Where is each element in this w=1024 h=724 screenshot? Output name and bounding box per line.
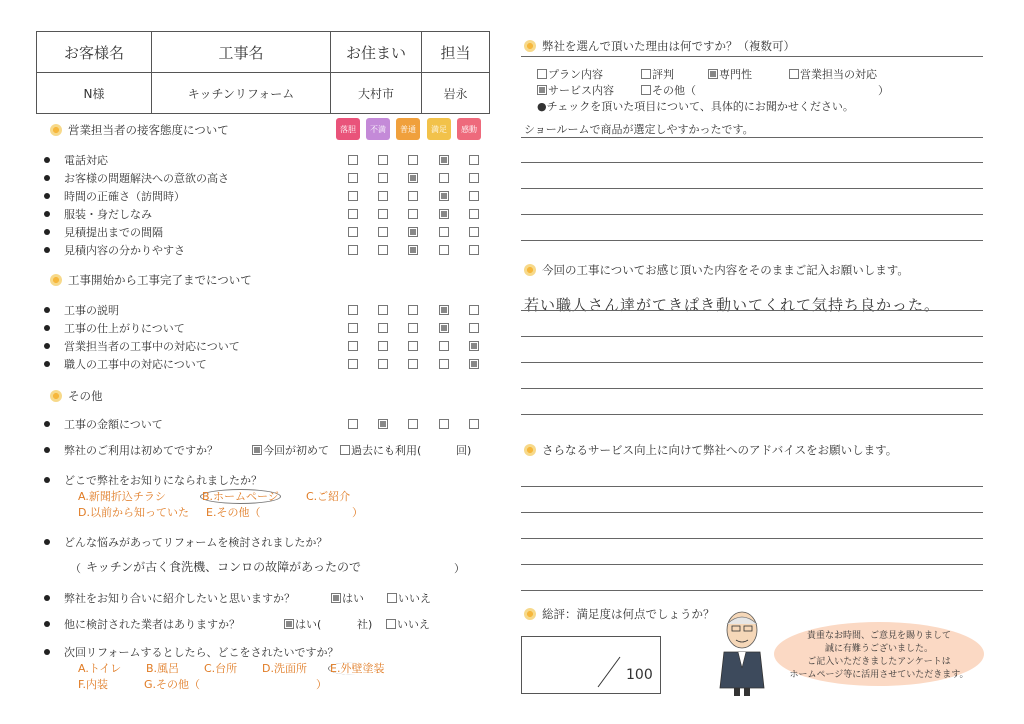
rating-checkbox[interactable] xyxy=(469,419,479,429)
section1-title: 営業担当者の接客態度について xyxy=(68,123,229,137)
rating-checkbox[interactable] xyxy=(348,305,358,315)
rating-checkbox[interactable] xyxy=(439,305,449,315)
rating-row-label: 工事の仕上がりについて xyxy=(64,322,185,335)
thanks-line-3: ご記入いただきましたアンケートは xyxy=(807,657,951,667)
flower-icon xyxy=(524,40,536,52)
bullet-icon xyxy=(44,621,50,627)
flower-icon xyxy=(524,444,536,456)
score-slash xyxy=(522,637,660,693)
section2-heading xyxy=(50,272,252,288)
flower-icon xyxy=(524,264,536,276)
writing-line xyxy=(521,240,983,241)
rating-checkbox[interactable] xyxy=(378,305,388,315)
rating-row xyxy=(44,188,185,204)
bullet-icon xyxy=(44,361,50,367)
rating-checkbox[interactable] xyxy=(408,419,418,429)
writing-line xyxy=(521,512,983,513)
header-customer-label: お客様名 xyxy=(37,32,152,73)
staff-name: 岩永 xyxy=(422,73,490,114)
rating-checkbox[interactable] xyxy=(469,245,479,255)
writing-line xyxy=(521,538,983,539)
rating-checkbox[interactable] xyxy=(348,209,358,219)
right-q1-heading xyxy=(524,38,795,54)
q-first-row xyxy=(44,442,218,458)
q-intro-yes: はい xyxy=(342,592,364,605)
writing-line xyxy=(521,486,983,487)
rating-checkbox[interactable] xyxy=(469,173,479,183)
rating-checkbox[interactable] xyxy=(439,341,449,351)
q-next-label: 次回リフォームするとしたら、どこをされたいですか？ xyxy=(64,646,339,659)
writing-line xyxy=(521,310,983,311)
q-intro-row xyxy=(44,590,295,606)
rating-checkbox[interactable] xyxy=(378,191,388,201)
rating-checkbox[interactable] xyxy=(469,209,479,219)
rating-badge-1: 落胆 xyxy=(336,118,360,140)
rating-checkbox[interactable] xyxy=(408,341,418,351)
right-q4-heading xyxy=(524,606,715,622)
bullet-icon xyxy=(44,229,50,235)
bullet-icon xyxy=(44,649,50,655)
bullet-icon xyxy=(44,539,50,545)
q-first-opt2-end: 回) xyxy=(456,444,472,457)
rating-checkbox[interactable] xyxy=(408,155,418,165)
bullet-icon xyxy=(44,477,50,483)
q-know-opt-c[interactable]: C.ご紹介 xyxy=(306,490,351,503)
q-worry-close: ） xyxy=(454,562,465,575)
bullet-icon xyxy=(44,595,50,601)
rating-checkbox[interactable] xyxy=(439,173,449,183)
rating-checkbox[interactable] xyxy=(348,341,358,351)
rating-checkbox[interactable] xyxy=(469,155,479,165)
section3-title: その他 xyxy=(68,389,103,403)
q1-option-label: 評判 xyxy=(652,68,674,81)
q-know-opt-b-label: B.ホームページ xyxy=(202,490,279,503)
q-know-label: どこで弊社をお知りになられましたか？ xyxy=(64,474,262,487)
q1-note: ●チェックを頂いた項目について、具体的にお聞かせください。 xyxy=(537,100,854,113)
rating-checkbox[interactable] xyxy=(469,323,479,333)
flower-icon xyxy=(50,274,62,286)
rating-row xyxy=(44,224,163,240)
rating-row-label: 工事の説明 xyxy=(64,304,119,317)
bullet-icon xyxy=(44,193,50,199)
rating-checkbox[interactable] xyxy=(378,359,388,369)
q-other-yes-check[interactable] xyxy=(284,619,294,629)
q-next-opt-f[interactable]: F.内装 xyxy=(78,678,109,691)
rating-checkbox[interactable] xyxy=(378,155,388,165)
rating-checkbox[interactable] xyxy=(408,209,418,219)
rating-checkbox[interactable] xyxy=(469,341,479,351)
bullet-icon xyxy=(44,325,50,331)
rating-checkbox[interactable] xyxy=(469,359,479,369)
rating-checkbox[interactable] xyxy=(378,323,388,333)
rating-checkbox[interactable] xyxy=(408,359,418,369)
right-q3-title: さらなるサービス向上に向けて弊社へのアドバイスをお願いします。 xyxy=(542,443,898,457)
rating-checkbox[interactable] xyxy=(469,305,479,315)
rating-checkbox[interactable] xyxy=(439,323,449,333)
right-q3-heading xyxy=(524,442,897,458)
q1-checkbox[interactable] xyxy=(708,69,718,79)
rating-badge-4: 満足 xyxy=(427,118,451,140)
writing-line xyxy=(521,188,983,189)
q-worry-open: （ xyxy=(70,562,81,575)
q-intro-no: いいえ xyxy=(398,592,431,605)
q-know-opt-b[interactable] xyxy=(200,488,281,504)
rating-row xyxy=(44,302,119,318)
q1-option-label: 営業担当の対応 xyxy=(800,68,877,81)
right-q2-heading xyxy=(524,262,909,278)
q-intro-no-check[interactable] xyxy=(387,593,397,603)
q-next-opt-a[interactable]: A.トイレ xyxy=(78,662,122,675)
rating-badge-5: 感動 xyxy=(457,118,481,140)
q2-answer: 若い職人さん達がてきぱき動いてくれて気持ち良かった。 xyxy=(524,296,941,314)
q-next-opt-d[interactable]: D.洗面所 xyxy=(262,662,307,675)
rating-row-label: 見積提出までの間隔 xyxy=(64,226,163,239)
q-worry-label: どんな悩みがあってリフォームを検討されましたか？ xyxy=(64,536,328,549)
q1-option-label: その他（ xyxy=(652,84,696,97)
customer-name: N様 xyxy=(37,73,152,114)
header-work-label: 工事名 xyxy=(152,32,331,73)
rating-checkbox[interactable] xyxy=(408,227,418,237)
thanks-line-2: 誠に有難うございました。 xyxy=(824,644,933,654)
rating-checkbox[interactable] xyxy=(439,155,449,165)
rating-checkbox[interactable] xyxy=(439,419,449,429)
q-next-opt-c[interactable]: C.台所 xyxy=(204,662,238,675)
rating-row-label: 見積内容の分かりやすさ xyxy=(64,244,185,257)
writing-line xyxy=(521,336,983,337)
score-max: 100 xyxy=(626,667,653,683)
writing-line xyxy=(521,590,983,591)
q-other-row xyxy=(44,616,240,632)
rating-row-label: 服装・身だしなみ xyxy=(64,208,152,221)
bullet-icon xyxy=(44,447,50,453)
q-know-opt-a[interactable]: A.新聞折込チラシ xyxy=(78,490,166,503)
rating-checkbox[interactable] xyxy=(378,209,388,219)
rating-checkbox[interactable] xyxy=(348,191,358,201)
rating-row-label: 職人の工事中の対応について xyxy=(64,358,207,371)
rating-checkbox[interactable] xyxy=(408,245,418,255)
bullet-icon xyxy=(44,343,50,349)
rating-checkbox[interactable] xyxy=(469,191,479,201)
q1-option-label: プラン内容 xyxy=(548,68,603,81)
writing-line xyxy=(521,388,983,389)
bullet-icon xyxy=(44,247,50,253)
rating-checkbox[interactable] xyxy=(348,419,358,429)
rating-checkbox[interactable] xyxy=(348,323,358,333)
writing-line xyxy=(521,362,983,363)
rating-checkbox[interactable] xyxy=(408,173,418,183)
score-box[interactable] xyxy=(521,636,661,694)
q-next-row xyxy=(44,644,338,660)
right-q2-title: 今回の工事についてお感じ頂いた内容をそのままご記入お願いします。 xyxy=(542,263,909,277)
rating-badge-2: 不満 xyxy=(366,118,390,140)
section1-heading xyxy=(50,122,229,138)
q1-checkbox[interactable] xyxy=(537,85,547,95)
flower-icon xyxy=(50,390,62,402)
writing-line xyxy=(521,414,983,415)
q-worry-answer: キッチンが古く食洗機、コンロの故障があったので xyxy=(86,560,362,574)
right-q1-title: 弊社を選んで頂いた理由は何ですか？（複数可） xyxy=(542,39,795,53)
rating-row xyxy=(44,356,207,372)
q-intro-label: 弊社をお知り合いに紹介したいと思いますか？ xyxy=(64,592,295,605)
q-first-opt1: 今回が初めて xyxy=(263,444,329,457)
q-know-opt-d[interactable]: D.以前から知っていた xyxy=(78,506,189,519)
section2-title: 工事開始から工事完了までについて xyxy=(68,273,252,287)
rating-checkbox[interactable] xyxy=(348,227,358,237)
rating-row xyxy=(44,320,185,336)
rating-badge-3: 普通 xyxy=(396,118,420,140)
q1-option-label: 専門性 xyxy=(719,68,752,81)
bullet-icon xyxy=(44,175,50,181)
rating-checkbox[interactable] xyxy=(469,227,479,237)
q-other-no-check[interactable] xyxy=(386,619,396,629)
q1-option-label: サービス内容 xyxy=(548,84,614,97)
bullet-icon xyxy=(44,421,50,427)
q-worry-row xyxy=(44,534,327,550)
header-staff-label: 担当 xyxy=(422,32,490,73)
flower-icon xyxy=(50,124,62,136)
q1-checkbox[interactable] xyxy=(641,69,651,79)
q-other-label: 他に検討された業者はありますか？ xyxy=(64,618,240,631)
q-other-yes: はい( xyxy=(295,618,322,631)
q-know-opt-e-close: ） xyxy=(352,506,363,519)
writing-line xyxy=(521,214,983,215)
rating-checkbox[interactable] xyxy=(378,227,388,237)
right-q4-title: 総評：満足度は何点でしょうか？ xyxy=(542,607,715,621)
q-next-opt-g[interactable]: G.その他（ xyxy=(144,678,201,691)
area-name: 大村市 xyxy=(331,73,422,114)
staff-character-icon xyxy=(712,608,772,698)
writing-line xyxy=(521,162,983,163)
q-next-opt-e-label: E.外壁塗装 xyxy=(330,662,385,675)
rating-row-label: 電話対応 xyxy=(64,154,108,167)
rating-checkbox[interactable] xyxy=(408,305,418,315)
rating-checkbox[interactable] xyxy=(439,359,449,369)
q-other-mid: 社) xyxy=(357,618,373,631)
flower-icon xyxy=(524,608,536,620)
rating-row xyxy=(44,416,163,432)
header-table xyxy=(36,31,490,114)
q-first-label: 弊社のご利用は初めてですか？ xyxy=(64,444,218,457)
q-intro-yes-check[interactable] xyxy=(331,593,341,603)
rating-checkbox[interactable] xyxy=(408,323,418,333)
q-know-opt-e[interactable]: E.その他（ xyxy=(206,506,261,519)
rating-row xyxy=(44,170,229,186)
bullet-icon xyxy=(44,211,50,217)
header-area-label: お住まい xyxy=(331,32,422,73)
rating-checkbox[interactable] xyxy=(439,209,449,219)
rating-row xyxy=(44,152,108,168)
rating-row xyxy=(44,242,185,258)
rating-checkbox[interactable] xyxy=(439,245,449,255)
rating-checkbox[interactable] xyxy=(439,191,449,201)
q1-checkbox[interactable] xyxy=(537,69,547,79)
rating-checkbox[interactable] xyxy=(378,419,388,429)
q1-other-close: ） xyxy=(878,84,889,97)
rating-row-label: 工事の金額について xyxy=(64,418,163,431)
thanks-line-4: ホームページ等に活用させていただきます。 xyxy=(789,670,969,680)
rating-checkbox[interactable] xyxy=(348,245,358,255)
rating-checkbox[interactable] xyxy=(378,173,388,183)
thanks-text xyxy=(774,630,984,682)
writing-line xyxy=(521,564,983,565)
q1-answer: ショールームで商品が選定しやすかったです。 xyxy=(524,123,754,136)
q-next-opt-e[interactable] xyxy=(328,660,384,676)
rating-row xyxy=(44,338,240,354)
rating-checkbox[interactable] xyxy=(348,359,358,369)
rating-row xyxy=(44,206,152,222)
q-first-check-2[interactable] xyxy=(340,445,350,455)
q-first-check-1[interactable] xyxy=(252,445,262,455)
work-name: キッチンリフォーム xyxy=(152,73,331,114)
rating-row-label: 営業担当者の工事中の対応について xyxy=(64,340,240,353)
q-next-opt-g-close: ） xyxy=(316,678,327,691)
q-next-opt-b[interactable]: B.風呂 xyxy=(146,662,180,675)
rating-checkbox[interactable] xyxy=(378,341,388,351)
writing-line xyxy=(521,137,983,138)
section3-heading xyxy=(50,388,103,404)
q-first-opt2: 過去にも利用( xyxy=(351,444,422,457)
q1-checkbox[interactable] xyxy=(641,85,651,95)
rating-checkbox[interactable] xyxy=(348,173,358,183)
bullet-icon xyxy=(44,157,50,163)
rating-checkbox[interactable] xyxy=(378,245,388,255)
rating-row-label: お客様の問題解決への意欲の高さ xyxy=(64,172,229,185)
q-other-no: いいえ xyxy=(397,618,430,631)
q1-checkbox[interactable] xyxy=(789,69,799,79)
rating-row-label: 時間の正確さ（訪問時） xyxy=(64,190,185,203)
rating-checkbox[interactable] xyxy=(408,191,418,201)
divider xyxy=(521,56,983,57)
rating-checkbox[interactable] xyxy=(439,227,449,237)
bullet-icon xyxy=(44,307,50,313)
thanks-line-1: 貴重なお時間、ご意見を賜りまして xyxy=(806,631,951,641)
rating-checkbox[interactable] xyxy=(348,155,358,165)
q-know-row xyxy=(44,472,262,488)
